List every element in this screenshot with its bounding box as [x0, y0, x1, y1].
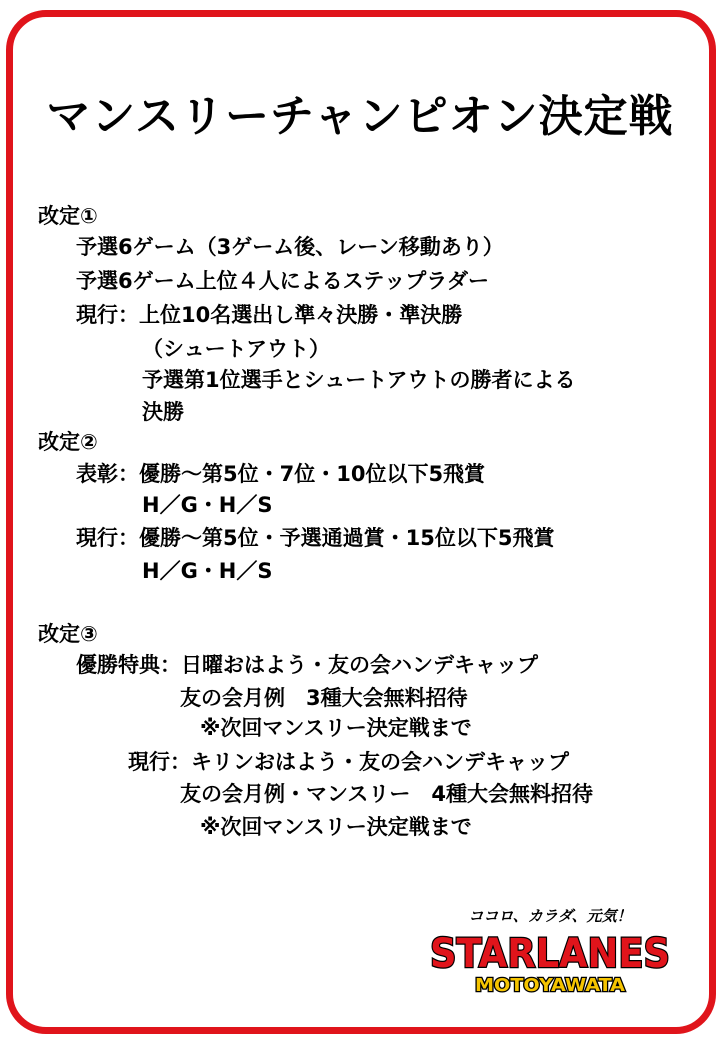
revision-1-line: （シュートアウト）	[142, 337, 330, 361]
revision-3-heading: 改定③	[38, 622, 98, 646]
revision-3-line: 友の会月例 3種大会無料招待	[180, 686, 468, 710]
revision-1-line: 予選6ゲーム（3ゲーム後、レーン移動あり）	[76, 235, 504, 259]
revision-2-line: 表彰：優勝～第5位・7位・10位以下5飛賞	[76, 462, 486, 486]
revision-3-line: ※次回マンスリー決定戦まで	[200, 716, 472, 740]
logo-tagline: ココロ、カラダ、元気！	[468, 907, 632, 925]
revision-1-line: 決勝	[142, 400, 184, 424]
revision-2-line: H／G・H／S	[142, 493, 273, 517]
revision-2-heading: 改定②	[38, 430, 98, 454]
starlanes-logo	[425, 903, 675, 998]
page-title: マンスリーチャンピオン決定戦	[46, 91, 674, 142]
revision-1-line: 予選第1位選手とシュートアウトの勝者による	[142, 368, 576, 392]
revision-3-line: 友の会月例・マンスリー 4種大会無料招待	[180, 782, 593, 806]
revision-3-line: 優勝特典：日曜おはよう・友の会ハンデキャップ	[76, 653, 538, 677]
revision-3-line: 現行：キリンおはよう・友の会ハンデキャップ	[128, 750, 569, 774]
logo-sub: MOTOYAWATA	[475, 975, 626, 996]
revision-1-line: 予選6ゲーム上位４人によるステップラダー	[76, 269, 489, 293]
revision-1-heading: 改定①	[38, 204, 98, 228]
revision-3-line: ※次回マンスリー決定戦まで	[200, 815, 472, 839]
red-rounded-frame	[6, 10, 716, 1034]
revision-2-line: H／G・H／S	[142, 559, 273, 583]
revision-1-line: 現行：上位10名選出し準々決勝・準決勝	[76, 303, 463, 327]
logo-name: STARLANES	[430, 931, 670, 977]
revision-2-line: 現行：優勝～第5位・予選通過賞・15位以下5飛賞	[76, 526, 555, 550]
